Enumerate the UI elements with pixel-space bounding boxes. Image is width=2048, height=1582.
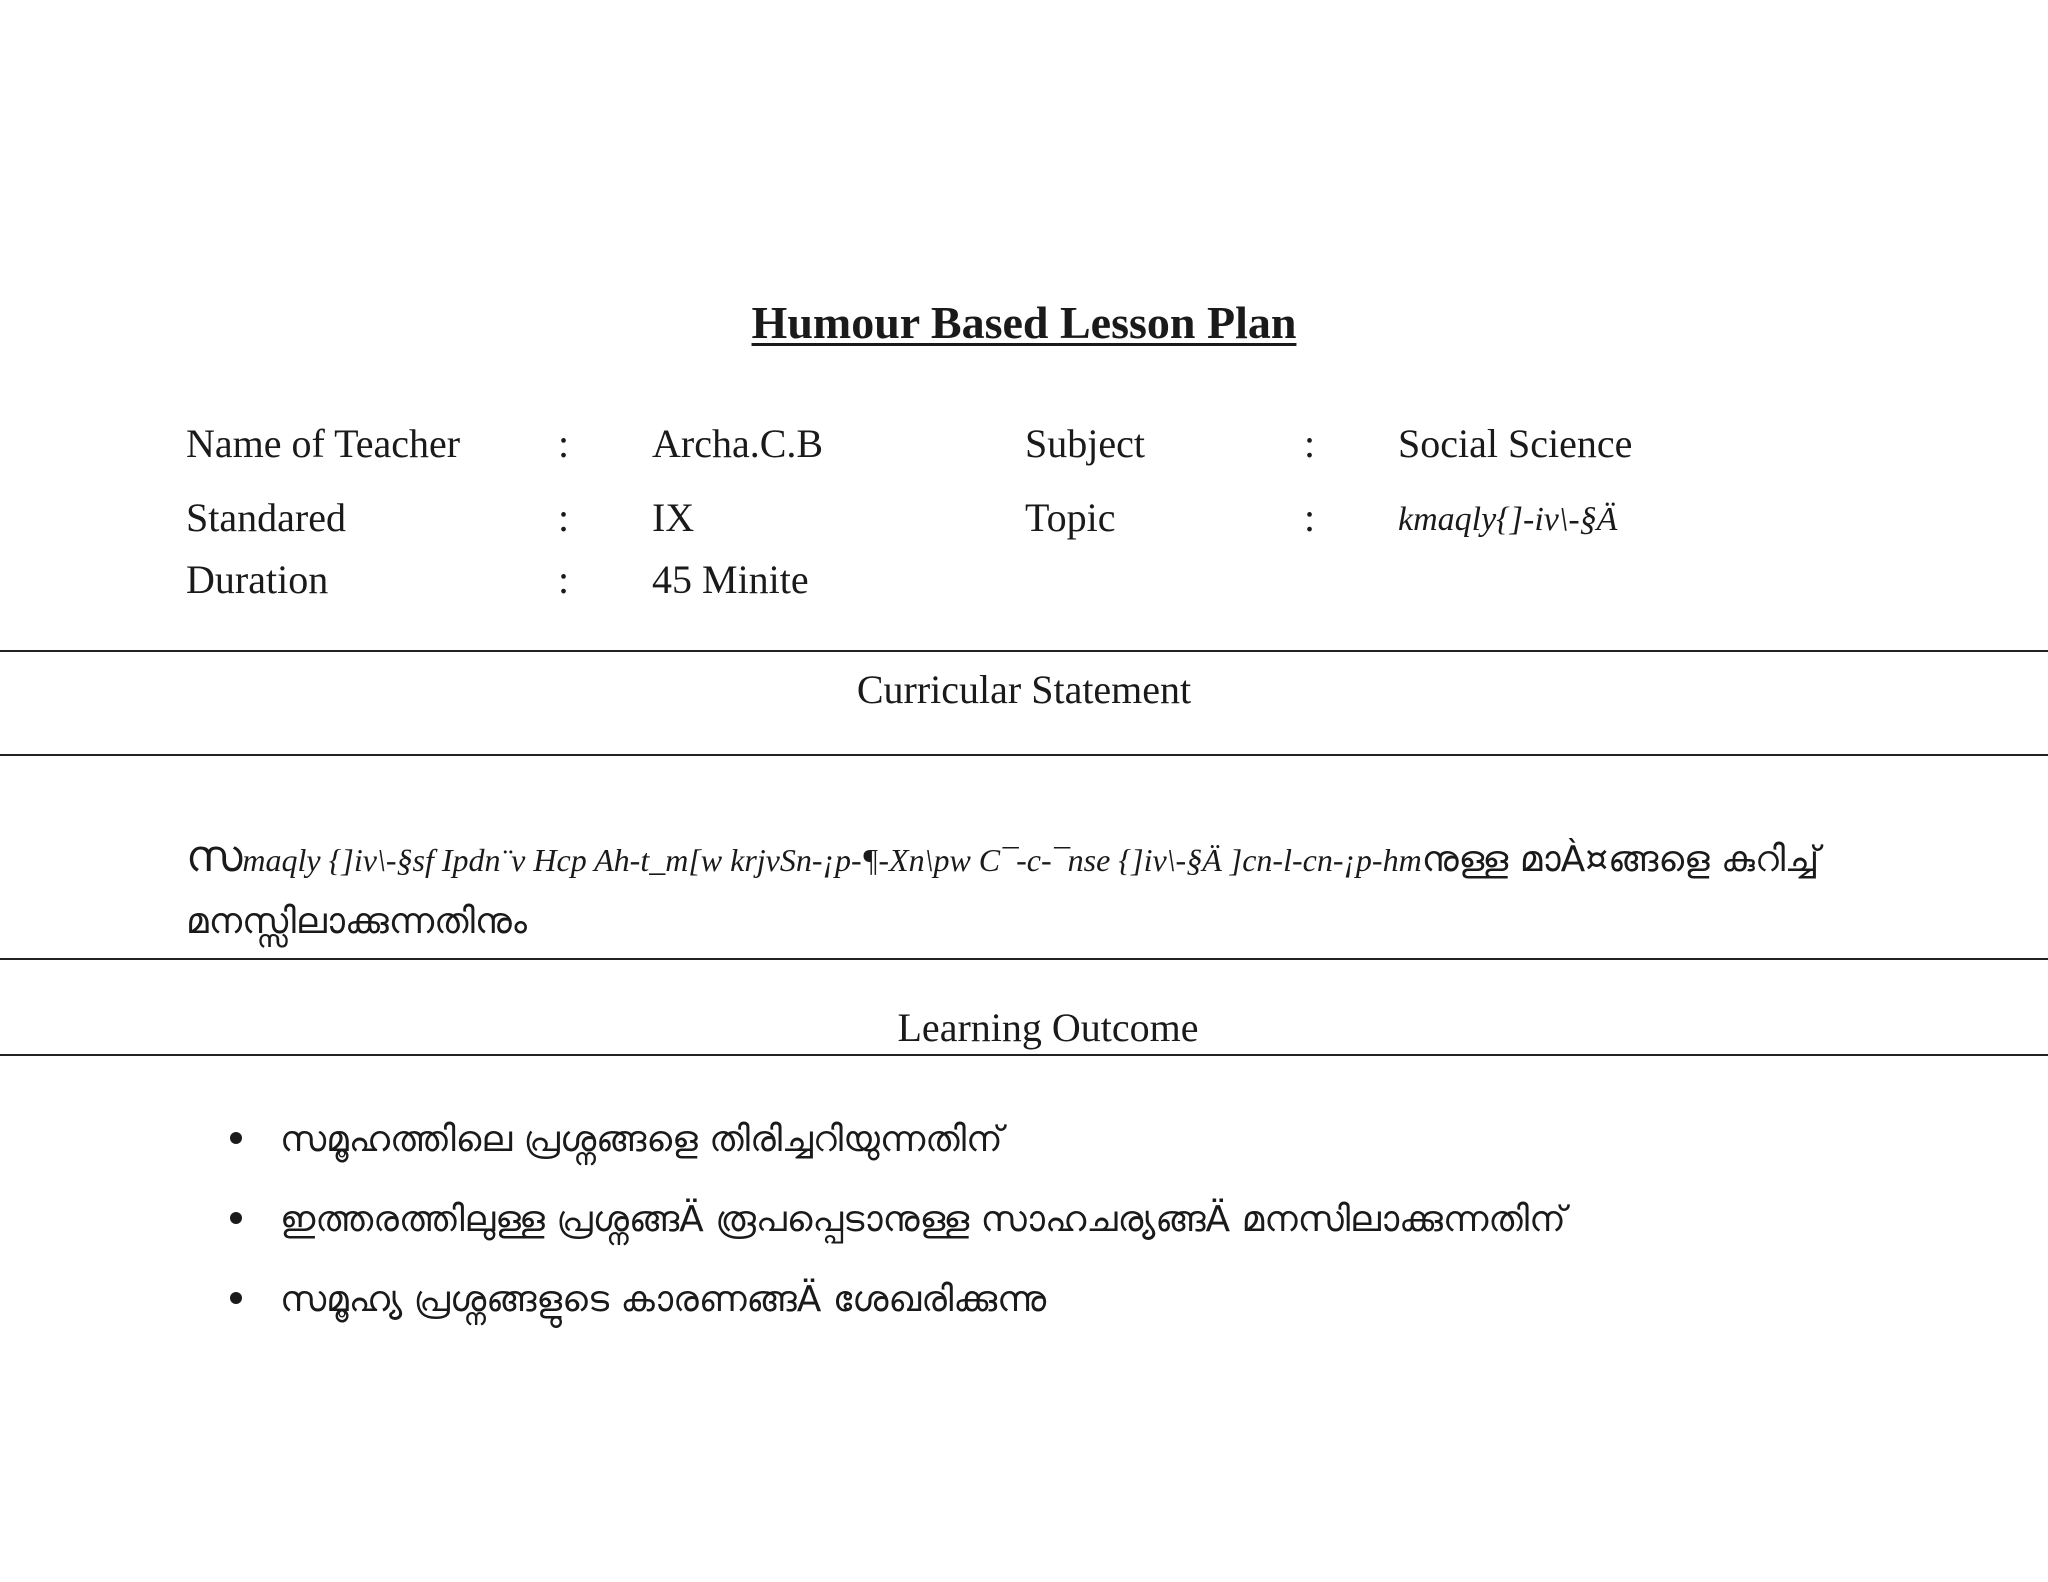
divider-top-curricular — [0, 650, 2048, 652]
duration-label: Duration — [186, 557, 329, 602]
topic-separator: : — [1304, 495, 1316, 540]
standard-value: IX — [652, 495, 695, 540]
learning-heading: Learning Outcome — [897, 1005, 1199, 1050]
subject-label: Subject — [1025, 421, 1145, 466]
outcome-text: സമൂഹ്യ പ്രശ്നങ്ങളുടെ കാരണങ്ങÄ ശേഖരിക്കുന്നു — [280, 1279, 1047, 1320]
statement-second-line: മനസ്സിലാക്കുന്നതിനും — [186, 901, 527, 942]
statement-encoded-text: maqly {]iv\-§sf Ipdn¨v Hcp Ah-t_m[w krjvSn-¡p-¶-Xn\pw C¯-c-¯nse {]iv\-§Ä ]cn-l-cn-¡p-hm — [242, 842, 1422, 878]
outcome-text: സമൂഹത്തിലെ പ്രശ്നങ്ങളെ തിരിച്ചറിയുന്നതിന് — [280, 1119, 1003, 1160]
duration-separator: : — [558, 557, 570, 602]
statement-lead-char: സ — [186, 831, 243, 882]
teacher-value: Archa.C.B — [652, 421, 824, 466]
standard-separator: : — [558, 495, 570, 540]
topic-label: Topic — [1025, 495, 1116, 540]
bullet-icon — [230, 1292, 242, 1304]
list-item — [230, 1110, 1566, 1190]
outcome-text: ഇത്തരത്തിലുള്ള പ്രശ്നങ്ങÄ രൂപപ്പെടാനുള്ള സാഹചര്യങ്ങÄ മനസിലാക്കുന്നതിന് — [280, 1199, 1566, 1240]
learning-outcome-list — [230, 1110, 1566, 1350]
divider-top-learning — [0, 958, 2048, 960]
statement-tail-text: നുള്ള മാÀ¤ങ്ങളെ കുറിച്ച് — [1421, 839, 1820, 880]
teacher-separator: : — [558, 421, 570, 466]
duration-value: 45 Minite — [652, 557, 809, 602]
bullet-icon — [230, 1132, 242, 1144]
curricular-statement — [186, 826, 1866, 953]
curricular-heading: Curricular Statement — [856, 667, 1192, 712]
divider-bottom-learning — [0, 1054, 2048, 1056]
page-title: Humour Based Lesson Plan — [751, 297, 1297, 348]
standard-label: Standared — [186, 495, 346, 540]
list-item — [230, 1270, 1566, 1350]
list-item — [230, 1190, 1566, 1270]
topic-value: kmaqly{]-iv\-§Ä — [1398, 501, 1618, 538]
subject-value: Social Science — [1398, 421, 1633, 466]
subject-separator: : — [1304, 421, 1316, 466]
teacher-label: Name of Teacher — [186, 421, 461, 466]
bullet-icon — [230, 1212, 242, 1224]
divider-bottom-curricular — [0, 754, 2048, 756]
